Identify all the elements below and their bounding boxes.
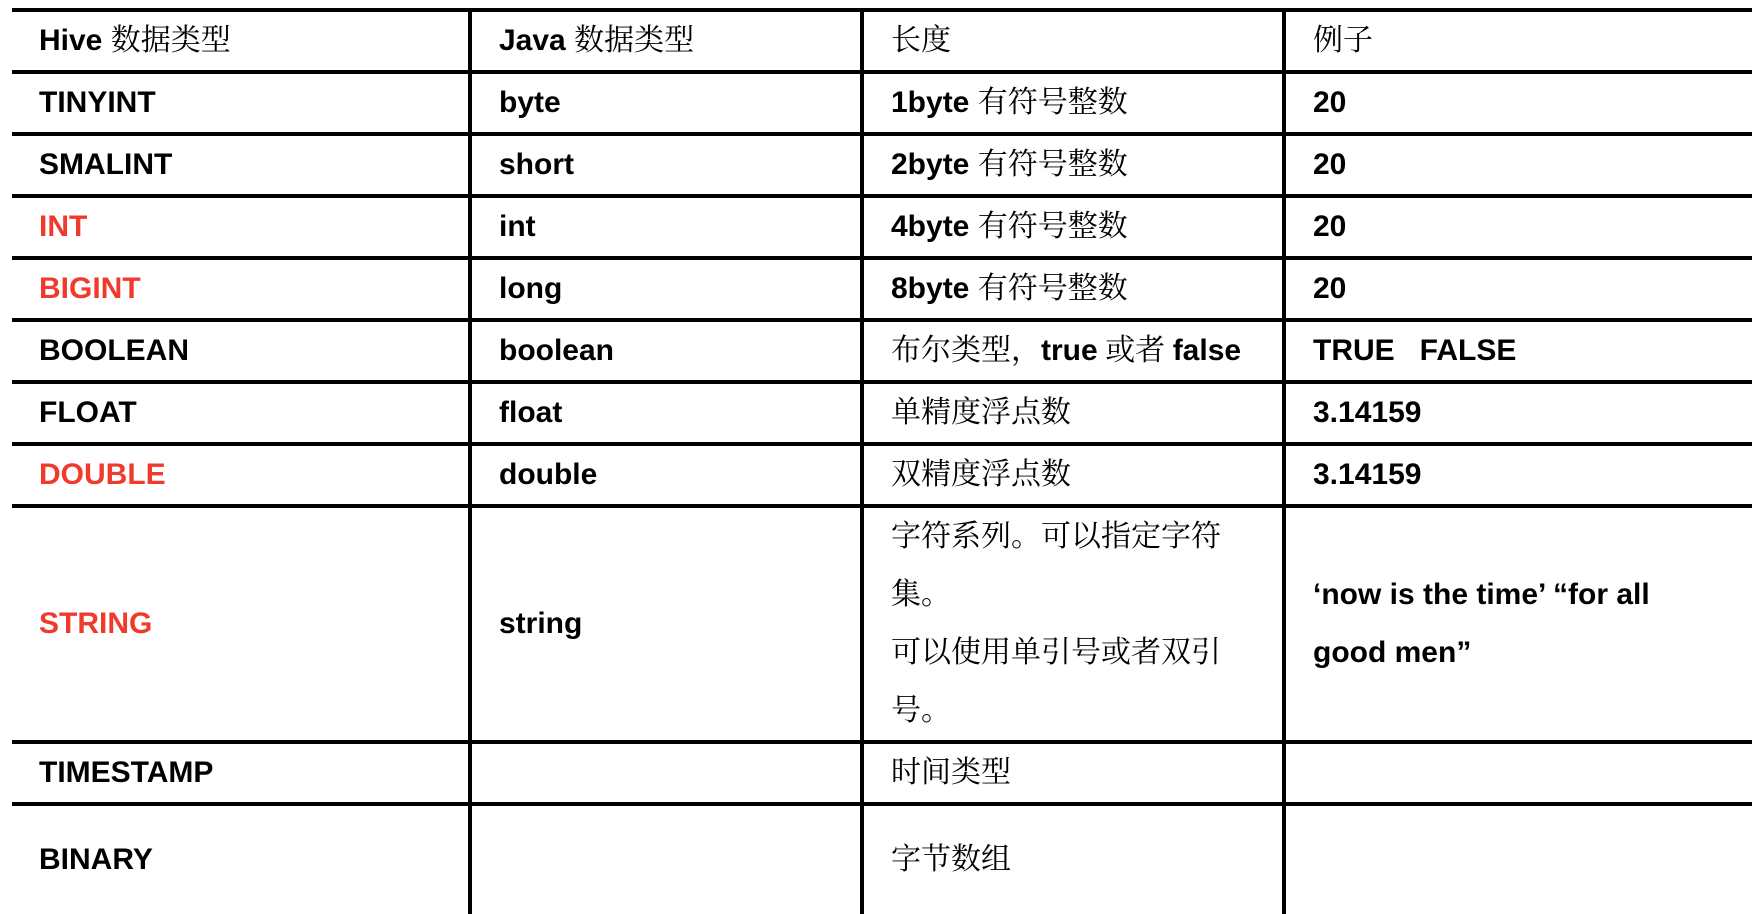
cell-length: 4byte 有符号整数: [862, 196, 1284, 258]
table-row-boolean: [12, 320, 1752, 382]
cell-java-type: string: [470, 506, 862, 742]
cell-length: 字节数组: [862, 804, 1284, 914]
cell-hive-type: TIMESTAMP: [12, 742, 470, 804]
cell-example: [1284, 742, 1752, 804]
cell-example: TRUE FALSE: [1284, 320, 1752, 382]
header-row: [12, 10, 1752, 72]
cell-example: 20: [1284, 258, 1752, 320]
cell-java-type: [470, 742, 862, 804]
table-row-float: [12, 382, 1752, 444]
cell-example: 3.14159: [1284, 444, 1752, 506]
cell-hive-type: BINARY: [12, 804, 470, 914]
cell-java-type: float: [470, 382, 862, 444]
cell-length: 布尔类型，true 或者 false: [862, 320, 1284, 382]
cell-java-type: byte: [470, 72, 862, 134]
cell-length: 字符系列。可以指定字符集。 可以使用单引号或者双引号。: [862, 506, 1284, 742]
cell-hive-type: INT: [12, 196, 470, 258]
cell-java-type: boolean: [470, 320, 862, 382]
cell-hive-type: DOUBLE: [12, 444, 470, 506]
cell-example: [1284, 804, 1752, 914]
cell-java-type: short: [470, 134, 862, 196]
table-row-double: [12, 444, 1752, 506]
header-cell-java-type: Java 数据类型: [470, 10, 862, 72]
cell-example: 20: [1284, 196, 1752, 258]
cell-example: 20: [1284, 72, 1752, 134]
cell-java-type: [470, 804, 862, 914]
header-cell-length: 长度: [862, 10, 1284, 72]
cell-example: 3.14159: [1284, 382, 1752, 444]
table-row-int: [12, 196, 1752, 258]
header-cell-example: 例子: [1284, 10, 1752, 72]
cell-length: 1byte 有符号整数: [862, 72, 1284, 134]
hive-datatypes-table: [12, 8, 1752, 914]
table-row-bigint: [12, 258, 1752, 320]
cell-java-type: double: [470, 444, 862, 506]
table-row-tinyint: [12, 72, 1752, 134]
cell-length: 单精度浮点数: [862, 382, 1284, 444]
cell-hive-type: STRING: [12, 506, 470, 742]
cell-hive-type: FLOAT: [12, 382, 470, 444]
cell-length: 2byte 有符号整数: [862, 134, 1284, 196]
cell-java-type: long: [470, 258, 862, 320]
cell-length: 双精度浮点数: [862, 444, 1284, 506]
table-row-binary: [12, 804, 1752, 914]
table-row-smalint: [12, 134, 1752, 196]
cell-example: 20: [1284, 134, 1752, 196]
table-row-timestamp: [12, 742, 1752, 804]
cell-hive-type: BOOLEAN: [12, 320, 470, 382]
table-row-string: [12, 506, 1752, 742]
cell-example: ‘now is the time’ “for all good men”: [1284, 506, 1752, 742]
cell-length: 时间类型: [862, 742, 1284, 804]
cell-hive-type: BIGINT: [12, 258, 470, 320]
cell-java-type: int: [470, 196, 862, 258]
header-cell-hive-type: Hive 数据类型: [12, 10, 470, 72]
cell-length: 8byte 有符号整数: [862, 258, 1284, 320]
cell-hive-type: SMALINT: [12, 134, 470, 196]
cell-hive-type: TINYINT: [12, 72, 470, 134]
